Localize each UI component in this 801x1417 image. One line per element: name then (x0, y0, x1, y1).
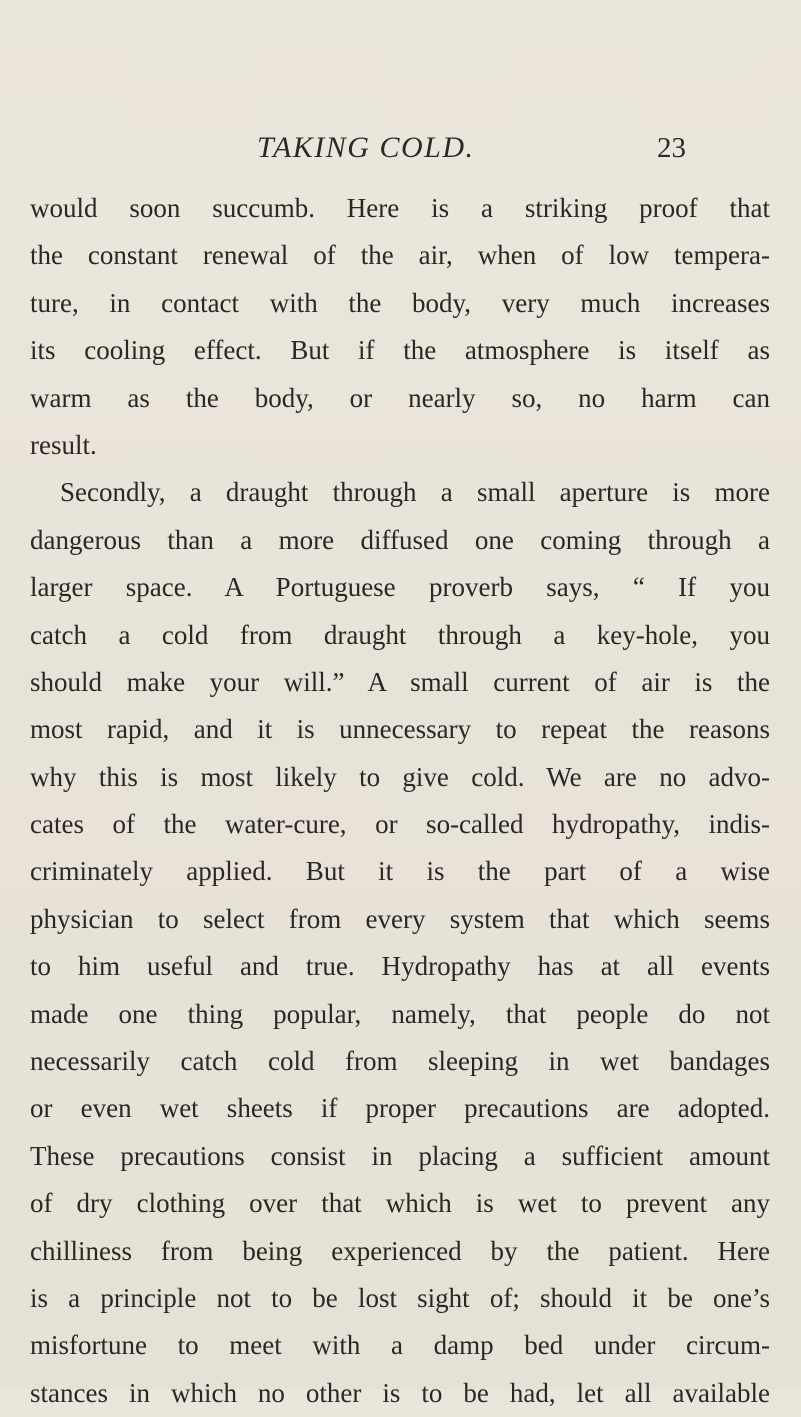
text-line: the constant renewal of the air, when of low tempera- (30, 240, 770, 271)
text-line: to him useful and true. Hydropathy has at all events (30, 951, 770, 982)
text-line: necessarily catch cold from sleeping in wet bandages (30, 1046, 770, 1077)
page-number: 23 (657, 132, 686, 164)
running-head (0, 128, 801, 172)
text-line: or even wet sheets if proper precautions are adopted. (30, 1093, 770, 1124)
text-line: ture, in contact with the body, very much increases (30, 287, 770, 318)
text-line: chilliness from being experienced by the patient. Here (30, 1235, 770, 1266)
text-line: made one thing popular, namely, that people do not (30, 998, 770, 1029)
text-line: dangerous than a more diffused one coming through a (30, 524, 770, 555)
text-line: most rapid, and it is unnecessary to repeat the reasons (30, 714, 770, 745)
text-line: criminately applied. But it is the part of a wise (30, 856, 770, 887)
body-text (30, 185, 770, 1417)
paragraph-end-line: result. (30, 429, 97, 460)
text-line: would soon succumb. Here is a striking proof that (30, 193, 770, 223)
running-title: TAKING COLD. (257, 131, 475, 164)
text-line: should make your will.” A small current of air is the (30, 666, 770, 697)
text-line: its cooling effect. But if the atmosphere is itself as (30, 335, 770, 366)
text-line: why this is most likely to give cold. We are no advo- (30, 761, 770, 792)
text-line: physician to select from every system that which seems (30, 903, 770, 934)
text-line: is a principle not to be lost sight of; should it be one’s (30, 1282, 770, 1313)
text-line: misfortune to meet with a damp bed under circum- (30, 1330, 770, 1361)
text-line: These precautions consist in placing a sufficient amount (30, 1140, 770, 1171)
paragraph-start-line: Secondly, a draught through a small aperture is more (60, 477, 770, 508)
text-line: of dry clothing over that which is wet to prevent any (30, 1188, 770, 1219)
text-line: stances in which no other is to be had, let all available (30, 1377, 770, 1408)
text-line: warm as the body, or nearly so, no harm can (30, 382, 770, 413)
text-line: catch a cold from draught through a key-hole, you (30, 619, 770, 650)
text-line: cates of the water-cure, or so-called hydropathy, indis- (30, 809, 770, 840)
text-line: larger space. A Portuguese proverb says, “ If you (30, 572, 770, 603)
